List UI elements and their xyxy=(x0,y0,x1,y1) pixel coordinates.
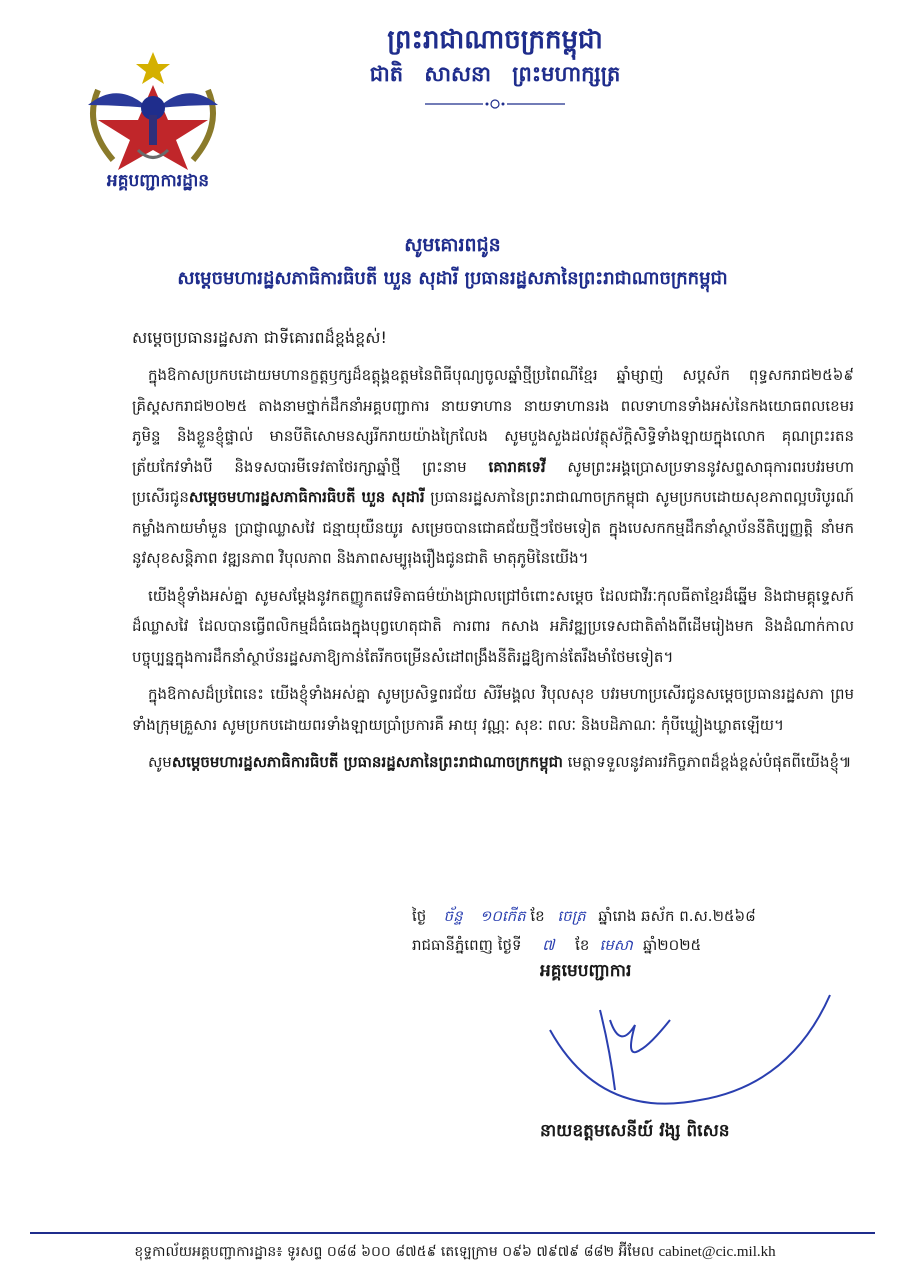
place-prefix: រាជធានីភ្នំពេញ ថ្ងៃទី xyxy=(412,936,522,954)
paragraph-4-honoree: សម្តេចមហារដ្ឋសភាធិការធិបតី ប្រធានរដ្ឋសភានៃព្រះរាជាណាចក្រកម្ពុជា xyxy=(171,753,563,771)
military-emblem-logo xyxy=(78,50,228,170)
recipient-name: សម្តេចមហារដ្ឋសភាធិការធិបតី ឃួន សុដារី ប្រធានរដ្ឋសភានៃព្រះរាជាណាចក្រកម្ពុជា xyxy=(177,268,728,289)
deity-name: គោរាគទេវី xyxy=(488,457,546,476)
letter-body xyxy=(132,360,854,785)
lunar-prefix: ថ្ងៃ xyxy=(412,907,427,925)
national-motto: ជាតិ សាសនា ព្រះមហាក្សត្រ xyxy=(369,62,621,86)
paragraph-1-text-a: ក្នុងឱកាសប្រកបដោយមហានក្ខត្តឫក្សដ៏ឧត្តុង្គឧត្តមនៃពិធីបុណ្យចូលឆ្នាំថ្មីប្រពៃណីខ្មែរ ឆ្នាំម្សាញ់ សប្តស័ក ពុទ្ធសករាជ២៥៦៩ គ្រិស្តសករាជ២០២៥ តាងនាមថ្នាក់ដឹកនាំអគ្គបញ្ជាការ នាយទាហាន នាយទាហានរង ពលទាហានទាំងអស់នៃកងយោធពលខេមរភូមិន្ទ និងខ្លួនខ្ញុំផ្ទាល់ មានបីតិសោមនស្សរីករាយយ៉ាងក្រៃលែង សូមបួងសួងដល់វត្ថុស័ក្តិសិទ្ធិទាំងឡាយក្នុងលោក គុណព្រះរតនត្រ័យកែវទាំងបី និងទសបារមីទេវតាថែរក្សាឆ្នាំថ្មី ព្រះនាម xyxy=(132,366,854,476)
paragraph-1-text-b: សូមព្រះអង្គប្រោសប្រទាននូវសព្ទសាធុការពរបវរមហាប្រសើរជូន xyxy=(132,457,854,506)
recipient-block xyxy=(60,228,845,296)
solar-year: ឆ្នាំ២០២៥ xyxy=(642,936,702,954)
dateline xyxy=(412,902,852,960)
paragraph-1-text-c: ប្រធានរដ្ឋសភានៃព្រះរាជាណាចក្រកម្ពុជា សូមប្រកបដោយសុខភាពល្អបរិបូរណ៍ កម្លាំងកាយមាំមួន ប្រាជ្ញាឈ្លាសវៃ ជន្មាយុយឺនយូរ សម្រេចបានជោគជ័យថ្មីៗថែមទៀត ក្នុងបេសកកម្មដឹកនាំស្ថាប័ននីតិប្បញ្ញត្តិ នាំមកនូវសុខសន្តិភាព វឌ្ឍនភាព វិបុលភាព និងភាពសម្បូរុងរឿងជូនជាតិ មាតុភូមិនៃយើង។ xyxy=(132,488,854,567)
paragraph-3 xyxy=(132,679,854,740)
solar-date xyxy=(412,931,852,960)
handwritten-signature xyxy=(540,990,840,1120)
footer-office-text: ខុទ្ទកាល័យអគ្គបញ្ជាការដ្ឋាន៖ ទូរសព្ទ ០៨៨ ៦០០ ៨៧៥៩ តេឡេក្រាម ០៩៦ ៧៩៧៩ ៨៨២ អ៊ីមែល xyxy=(134,1244,655,1260)
solar-month: មេសា xyxy=(599,936,633,954)
kingdom-title: ព្រះរាជាណាចក្រកម្ពុជា xyxy=(387,25,603,55)
month-prefix: ខែ xyxy=(575,936,590,954)
solar-day: ៧ xyxy=(542,936,555,954)
footer-email: cabinet@cic.mil.kh xyxy=(658,1244,776,1260)
lunar-month: ចេត្រ xyxy=(557,907,586,925)
paragraph-2 xyxy=(132,581,854,673)
footer-divider xyxy=(30,1232,875,1234)
signer-name: នាយឧត្តមសេនីយ៍ វង្ស ពិសេន xyxy=(540,1121,730,1141)
organization-name: អគ្គបញ្ជាការដ្ឋាន xyxy=(106,171,210,191)
paragraph-4 xyxy=(132,747,854,778)
salutation: សម្តេចប្រធានរដ្ឋសភា ជាទីគោរពដ៏ខ្ពង់ខ្ពស់! xyxy=(132,328,387,347)
honoree-name: សម្តេចមហារដ្ឋសភាធិការធិបតី ឃួន សុដារី xyxy=(188,488,425,506)
ornament-divider xyxy=(425,98,565,110)
footer-contact xyxy=(40,1240,870,1264)
lunar-day: ១០កើត xyxy=(479,907,526,925)
lunar-year: ឆ្នាំរោង ឆស័ក ព.ស.២៥៦៨ xyxy=(598,907,756,925)
paragraph-4-text-a: សូម xyxy=(148,753,172,771)
paragraph-4-text-b: មេត្តាទទួលនូវគារវកិច្ចភាពដ៏ខ្ពង់ខ្ពស់បំផុតពីយើងខ្ញុំ៕ xyxy=(562,753,852,771)
signer-role: អគ្គមេបញ្ជាការ xyxy=(540,961,632,981)
kingdom-header xyxy=(330,22,660,90)
recipient-greeting: សូមគោរពជូន xyxy=(404,234,501,256)
paragraph-1 xyxy=(132,360,854,574)
paragraph-3-text: ក្នុងឱកាសដ៏ប្រពៃនេះ យើងខ្ញុំទាំងអស់គ្នា សូមប្រសិទ្ធពរជ័យ សិរីមង្គល វិបុលសុខ បវរមហាប្រសើរជូនសម្តេចប្រធានរដ្ឋសភា ព្រមទាំងក្រុមគ្រួសារ សូមប្រកបដោយពរទាំងឡាយប្រាំប្រការគឺ អាយុ វណ្ណៈ សុខៈ ពលៈ និងបដិភាណៈ កុំបីឃ្លៀងឃ្លាតឡើយ។ xyxy=(132,685,854,734)
lunar-day-name: ច័ន្ទ xyxy=(443,907,463,925)
paragraph-2-text: យើងខ្ញុំទាំងអស់គ្នា សូមសម្តែងនូវកតញ្ញូកតវេទិតាធម៌យ៉ាងជ្រាលជ្រៅចំពោះសម្តេច ដែលជាវីរៈកុលធីតាខ្មែរដ៏ឆ្នើម និងជាមគ្គុទ្ទេសក៍ដ៏ឈ្លាសវៃ ដែលបានធ្វើពលិកម្មដ៏ធំធេងក្នុងបុព្វហេតុជាតិ ការពារ កសាង អភិវឌ្ឍប្រទេសជាតិតាំងពីដើមរៀងមក និងដំណាក់កាលបច្ចុប្បន្នក្នុងការដឹកនាំស្ថាប័នរដ្ឋសភាឱ្យកាន់តែរីកចម្រើនសំដៅពង្រឹងនីតិរដ្ឋឱ្យកាន់តែរឹងមាំថែមទៀត។ xyxy=(132,586,854,666)
lunar-month-prefix: ខែ xyxy=(530,907,545,925)
lunar-date xyxy=(412,902,852,931)
